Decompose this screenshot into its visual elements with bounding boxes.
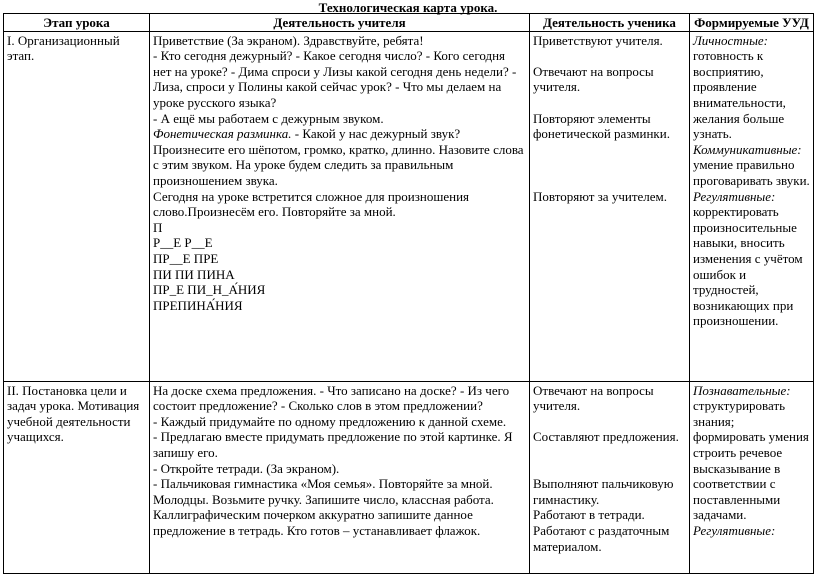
header-teacher: Деятельность учителя bbox=[150, 14, 530, 32]
teacher-cell: Приветствие (За экраном). Здравствуйте, ребята! - Кто сегодня дежурный? - Какое сегодня число? - Кого сегодня нет на уроке? - Дима спроси у Лизы какой сегодня день недели? - Лиза, спроси у Полины какой сейчас урок? - Что мы делаем на уроке русского языка? - А ещё мы работаем с дежурным звуком. Фонетическая разминка. - Какой у нас дежурный звук? Произнесите его шёпотом, громко, кратко, длинно. Назовите слова с этим звуком. На уроке будем следить за правильным произношением звука. Сегодня на уроке встретится сложное для произношения слово.Произнесём его. Повторяйте за мной. П Р__Е Р__Е ПР__Е ПРЕ ПИ ПИ ПИНА ПР_Е ПИ_Н_А́НИЯ ПРЕПИНА́НИЯ bbox=[150, 31, 530, 381]
teacher-cell: На доске схема предложения. - Что записано на доске? - Из чего состоит предложение? - Сколько слов в этом предложении? - Каждый придумайте по одному предложению к данной схеме. - Предлагаю вместе придумать предложение по этой картинке. Я запишу его. - Откройте тетради. (За экраном). - Пальчиковая гимнастика «Моя семья». Повторяйте за мной. Молодцы. Возьмите ручку. Запишите число, классная работа. Каллиграфическим почерком аккуратно запишите данное предложение в тетрадь. Кто готов – устанавливает флажок. bbox=[150, 381, 530, 573]
uud-cell: Личностные: готовность к восприятию, проявление внимательности, желания больше узнать. Коммуникативные: умение правильно проговаривать звуки. Регулятивные: корректировать произносительные навыки, вносить изменения с учётом ошибок и трудностей, возникающих при произношении. bbox=[690, 31, 814, 381]
header-uud: Формируемые УУД bbox=[690, 14, 814, 32]
header-stage: Этап урока bbox=[4, 14, 150, 32]
table-header-row bbox=[4, 14, 814, 32]
student-cell: Приветствуют учителя. Отвечают на вопросы учителя. Повторяют элементы фонетической разминки. Повторяют за учителем. bbox=[530, 31, 690, 381]
stage-cell: I. Организационный этап. bbox=[4, 31, 150, 381]
uud-cell: Познавательные: структурировать знания; формировать умения строить речевое высказывание в соответствии с поставленными задачами. Регулятивные: bbox=[690, 381, 814, 573]
table-row bbox=[4, 31, 814, 381]
phonetic-label: Фонетическая разминка. bbox=[153, 126, 292, 142]
header-student: Деятельность ученика bbox=[530, 14, 690, 32]
lesson-map-table bbox=[3, 13, 814, 574]
student-cell: Отвечают на вопросы учителя. Составляют предложения. Выполняют пальчиковую гимнастику. Работают в тетради. Работают с раздаточным материалом. bbox=[530, 381, 690, 573]
table-row bbox=[4, 381, 814, 573]
stage-cell: II. Постановка цели и задач урока. Мотивация учебной деятельности учащихся. bbox=[4, 381, 150, 573]
document-title: Технологическая карта урока. bbox=[318, 0, 498, 15]
